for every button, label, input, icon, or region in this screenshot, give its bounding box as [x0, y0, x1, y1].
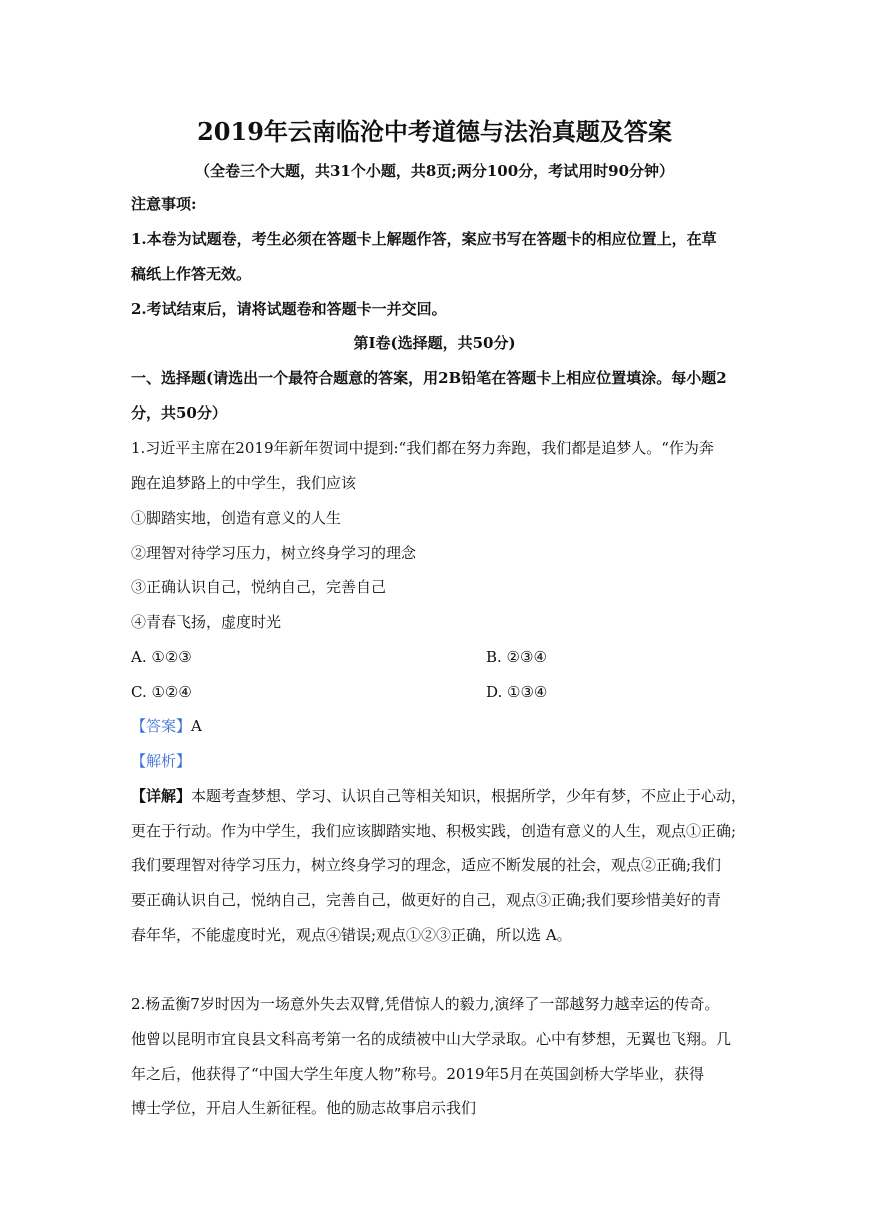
analysis-tag: 【解析】 [131, 752, 192, 770]
question-2-stem-line-2: 他曾以昆明市宜良县文科高考第一名的成绩被中山大学录取。心中有梦想，无翼也飞翔。几 [131, 1030, 732, 1048]
section-title: 第Ⅰ卷(选择题，共50分) [353, 334, 516, 352]
question-1-answer [131, 714, 751, 738]
note-2: 2.考试结束后，请将试题卷和答题卡一并交回。 [131, 300, 447, 318]
note-1-line-2: 稿纸上作答无效。 [131, 265, 252, 283]
question-1-item-3: ③正确认识自己，悦纳自己，完善自己 [131, 578, 387, 596]
question-1-option-d: D. ①③④ [486, 683, 548, 701]
detail-line-1 [131, 784, 751, 808]
question-2-stem-line-1: 2.杨孟衡7岁时因为一场意外失去双臂,凭借惊人的毅力,演绎了一部越努力越幸运的传奇。 [131, 995, 720, 1013]
question-1-item-2: ②理智对待学习压力，树立终身学习的理念 [131, 544, 417, 562]
document-subtitle: （全卷三个大题，共31个小题，共8页;两分100分，考试用时90分钟） [194, 162, 675, 180]
detail-line-5: 春年华，不能虚度时光，观点④错误;观点①②③正确，所以选 A。 [131, 926, 572, 944]
question-2-stem-line-4: 博士学位，开启人生新征程。他的励志故事启示我们 [131, 1099, 477, 1117]
note-1-line-1: 1.本卷为试题卷，考生必须在答题卡上解题作答，案应书写在答题卡的相应位置上，在草 [131, 230, 717, 248]
detail-line-2: 更在于行动。作为中学生，我们应该脚踏实地、积极实践，创造有意义的人生，观点①正确; [131, 822, 737, 840]
question-1-stem-line-1: 1.习近平主席在2019年新年贺词中提到:“我们都在努力奔跑，我们都是追梦人。“作为奔 [131, 439, 714, 457]
answer-value: A [191, 717, 202, 735]
detail-line-3: 我们要理智对待学习压力，树立终身学习的理念，适应不断发展的社会，观点②正确;我们 [131, 856, 722, 874]
detail-text: 本题考查梦想、学习、认识自己等相关知识，根据所学，少年有梦，不应止于心动， [191, 787, 747, 805]
part-1-instructions-line-2: 分，共50分） [131, 404, 227, 422]
question-1-item-1: ①脚踏实地，创造有意义的人生 [131, 509, 342, 527]
question-1-stem-line-2: 跑在追梦路上的中学生，我们应该 [131, 474, 357, 492]
notes-heading: 注意事项: [131, 195, 197, 213]
question-1-option-c: C. ①②④ [131, 683, 192, 701]
part-1-instructions-line-1: 一、选择题(请选出一个最符合题意的答案，用2B铅笔在答题卡上相应位置填涂。每小题2 [131, 369, 727, 387]
answer-tag: 【答案】 [131, 717, 192, 735]
question-1-option-a: A. ①②③ [131, 648, 192, 666]
question-1-item-4: ④青春飞扬，虚度时光 [131, 613, 282, 631]
question-2-stem-line-3: 年之后，他获得了“中国大学生年度人物”称号。2019年5月在英国剑桥大学毕业，获得 [131, 1065, 705, 1083]
detail-line-4: 要正确认识自己，悦纳自己，完善自己，做更好的自己，观点③正确;我们要珍惜美好的青 [131, 891, 722, 909]
detail-tag: 【详解】 [131, 787, 192, 805]
question-1-option-b: B. ②③④ [486, 648, 547, 666]
document-title: 2019年云南临沧中考道德与法治真题及答案 [197, 117, 672, 146]
